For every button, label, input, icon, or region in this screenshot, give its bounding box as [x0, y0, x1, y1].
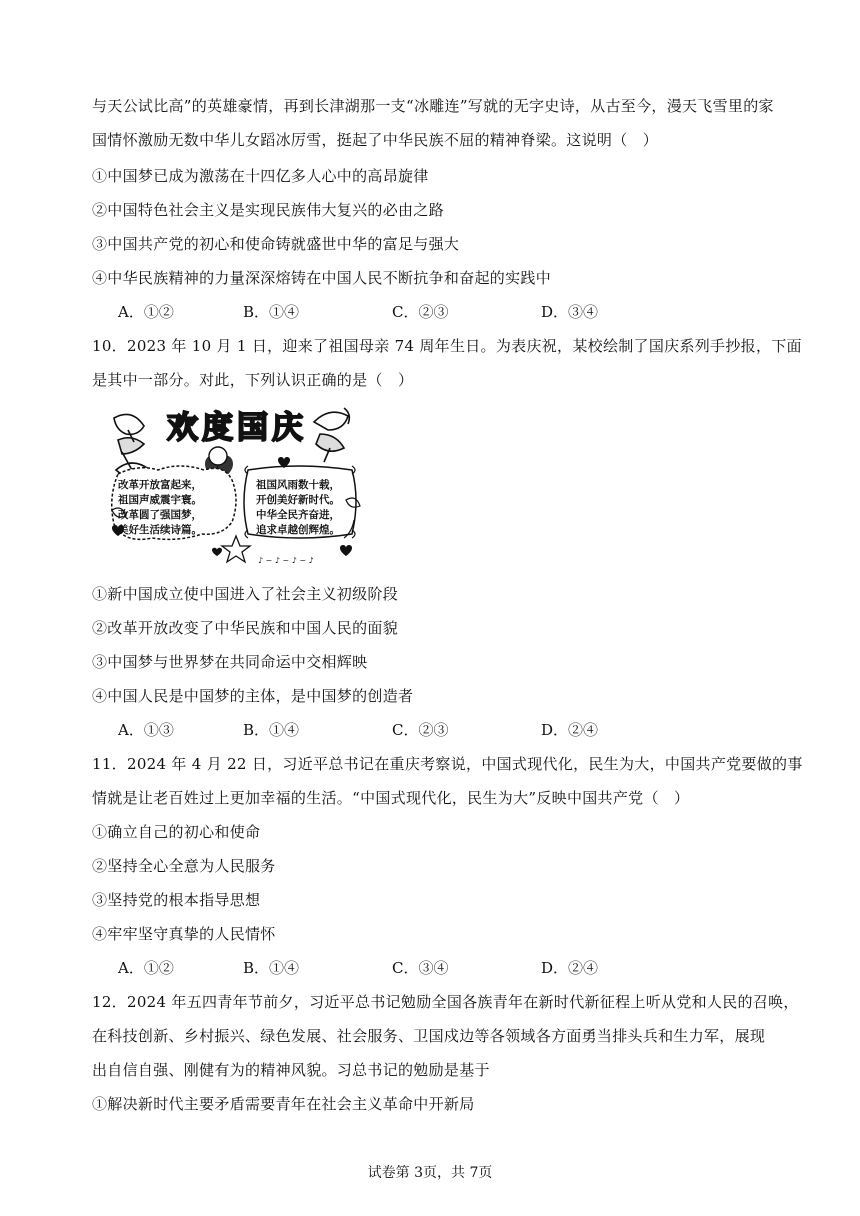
q10-statement-3: ③中国梦与世界梦在共同命运中交相辉映	[92, 653, 368, 671]
q12-stem-line-2: 在科技创新、乡村振兴、绿色发展、社会服务、卫国戍边等各领域各方面勇当排头兵和生力军，展现	[92, 1027, 766, 1045]
q11-stem-line-2: 情就是让老百姓过上更加幸福的生活。“中国式现代化，民生为大”反映中国共产党（ ）	[92, 789, 690, 807]
poster-right-verse	[256, 478, 356, 538]
poster-right-line-1: 祖国风雨数十载，	[256, 479, 340, 491]
q11-statement-4: ④牢牢坚守真挚的人民情怀	[92, 925, 276, 943]
poster-title: 欢度国庆	[167, 410, 307, 446]
poster-left-line-4: 美好生活续诗篇。	[118, 524, 202, 536]
q9-option-b[interactable]: B．①④	[243, 303, 300, 321]
poster-scribble: ♪ ~ ♪ ~ ♪ ~ ♪	[258, 556, 314, 565]
q10-statement-2: ②改革开放改变了中华民族和中国人民的面貌	[92, 619, 399, 637]
poster-right-line-3: 中华全民齐奋进，	[256, 509, 340, 521]
q10-option-d[interactable]: D．②④	[541, 721, 599, 739]
q10-option-c[interactable]: C．②③	[392, 721, 449, 739]
page-footer: 试卷第 3页，共 7页	[367, 1165, 493, 1181]
poster-left-line-3: 改革圆了强国梦，	[118, 509, 202, 521]
q9-stem-line-1: 与天公试比高”的英雄豪情，再到长津湖那一支“冰雕连”写就的无字史诗，从古至今，漫天飞雪里的家	[92, 97, 774, 115]
poster-right-line-4: 追求卓越创辉煌。	[256, 524, 340, 536]
q11-option-d[interactable]: D．②④	[541, 959, 599, 977]
q9-statement-1: ①中国梦已成为激荡在十四亿多人心中的高昂旋律	[92, 167, 429, 185]
poster-left-verse	[118, 478, 226, 538]
national-day-poster	[108, 400, 364, 568]
q9-stem-line-2: 国情怀激励无数中华儿女蹈冰厉雪，挺起了中华民族不屈的精神脊梁。这说明（ ）	[92, 131, 659, 149]
q9-statement-3: ③中国共产党的初心和使命铸就盛世中华的富足与强大	[92, 235, 460, 253]
q12-statement-1: ①解决新时代主要矛盾需要青年在社会主义革命中开新局	[92, 1095, 475, 1113]
poster-right-line-2: 开创美好新时代。	[256, 494, 340, 506]
q9-option-c[interactable]: C．②③	[392, 303, 449, 321]
q11-statement-3: ③坚持党的根本指导思想	[92, 891, 261, 909]
q10-statement-4: ④中国人民是中国梦的主体，是中国梦的创造者	[92, 687, 414, 705]
q11-option-a[interactable]: A．①②	[118, 959, 174, 977]
q9-statement-4: ④中华民族精神的力量深深熔铸在中国人民不断抗争和奋起的实践中	[92, 269, 552, 287]
q11-option-c[interactable]: C．③④	[392, 959, 449, 977]
q11-stem-line-1: 11．2024 年 4 月 22 日，习近平总书记在重庆考察说，中国式现代化，民生为大，中国共产党要做的事	[92, 755, 803, 773]
q11-statement-1: ①确立自己的初心和使命	[92, 823, 261, 841]
q9-option-a[interactable]: A．①②	[118, 303, 174, 321]
q12-stem-line-1: 12．2024 年五四青年节前夕，习近平总书记勉励全国各族青年在新时代新征程上听从党和人民的召唤，	[92, 993, 799, 1011]
q9-option-d[interactable]: D．③④	[541, 303, 599, 321]
q11-statement-2: ②坚持全心全意为人民服务	[92, 857, 276, 875]
poster-left-line-1: 改革开放富起来，	[118, 479, 202, 491]
poster-left-line-2: 祖国声威震宇寰。	[118, 494, 202, 506]
q10-stem-line-2: 是其中一部分。对此，下列认识正确的是（ ）	[92, 371, 414, 389]
q9-statement-2: ②中国特色社会主义是实现民族伟大复兴的必由之路	[92, 201, 444, 219]
q12-stem-line-3: 出自信自强、刚健有为的精神风貌。习总书记的勉励是基于	[92, 1061, 490, 1079]
star-icon	[222, 536, 250, 562]
q11-option-b[interactable]: B．①④	[243, 959, 300, 977]
q10-stem-line-1: 10．2023 年 10 月 1 日，迎来了祖国母亲 74 周年生日。为表庆祝，某校绘制了国庆系列手抄报，下面	[92, 337, 802, 355]
q10-option-a[interactable]: A．①③	[118, 721, 174, 739]
q10-option-b[interactable]: B．①④	[243, 721, 300, 739]
q10-statement-1: ①新中国成立使中国进入了社会主义初级阶段	[92, 585, 399, 603]
